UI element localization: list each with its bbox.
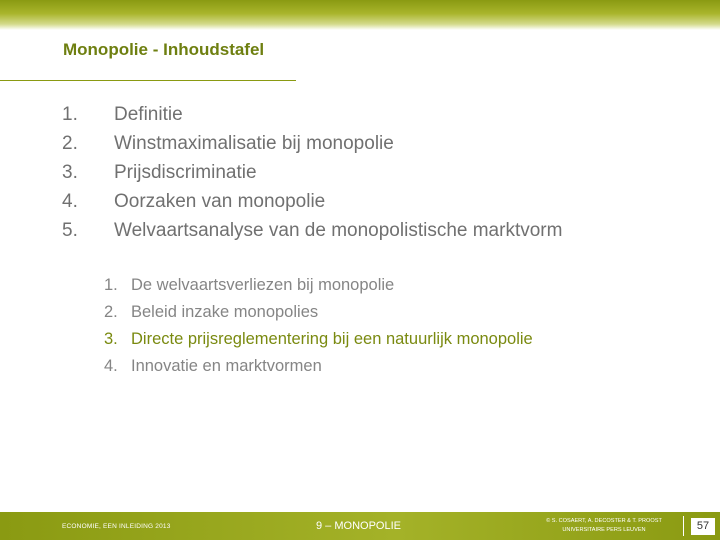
list-item (62, 129, 562, 158)
footer-authors: © S. COSAERT, A. DECOSTER & T. PROOST (546, 518, 662, 524)
subitem-label: Beleid inzake monopolies (131, 303, 319, 321)
sub-list-item (104, 299, 533, 326)
item-label: Prijsdiscriminatie (114, 162, 257, 183)
subitem-number: 2. (104, 303, 118, 321)
header-band (0, 0, 720, 30)
item-label: Welvaartsanalyse van de monopolistische marktvorm (114, 220, 563, 241)
subitem-number: 3. (104, 330, 118, 348)
item-label: Winstmaximalisatie bij monopolie (114, 133, 394, 154)
footer-course-title: ECONOMIE, EEN INLEIDING 2013 (62, 523, 171, 530)
item-label: Oorzaken van monopolie (114, 191, 326, 212)
sub-list-item (104, 353, 533, 380)
footer-divider (683, 516, 684, 536)
sub-list-item (104, 272, 533, 299)
sub-list-item-current (104, 326, 533, 353)
sub-contents-list (104, 272, 533, 380)
subitem-number: 1. (104, 276, 118, 294)
item-number: 4. (62, 191, 78, 212)
subitem-number: 4. (104, 357, 118, 375)
contents-list (62, 100, 562, 245)
list-item (62, 216, 562, 245)
subitem-label: De welvaartsverliezen bij monopolie (131, 276, 395, 294)
subitem-label: Innovatie en marktvormen (131, 357, 322, 375)
title-divider (0, 80, 296, 81)
page-number: 57 (691, 518, 715, 535)
list-item (62, 158, 562, 187)
footer-bar (0, 512, 720, 540)
item-number: 1. (62, 104, 78, 125)
list-item (62, 100, 562, 129)
item-number: 3. (62, 162, 78, 183)
footer-copyright (530, 517, 678, 535)
item-number: 5. (62, 220, 78, 241)
item-label: Definitie (114, 104, 183, 125)
slide-title: Monopolie - Inhoudstafel (63, 40, 265, 59)
subitem-label: Directe prijsreglementering bij een natuurlijk monopolie (131, 330, 533, 348)
list-item (62, 187, 562, 216)
footer-publisher: UNIVERSITAIRE PERS LEUVEN (562, 527, 646, 533)
footer-chapter: 9 – MONOPOLIE (316, 520, 401, 532)
item-number: 2. (62, 133, 78, 154)
